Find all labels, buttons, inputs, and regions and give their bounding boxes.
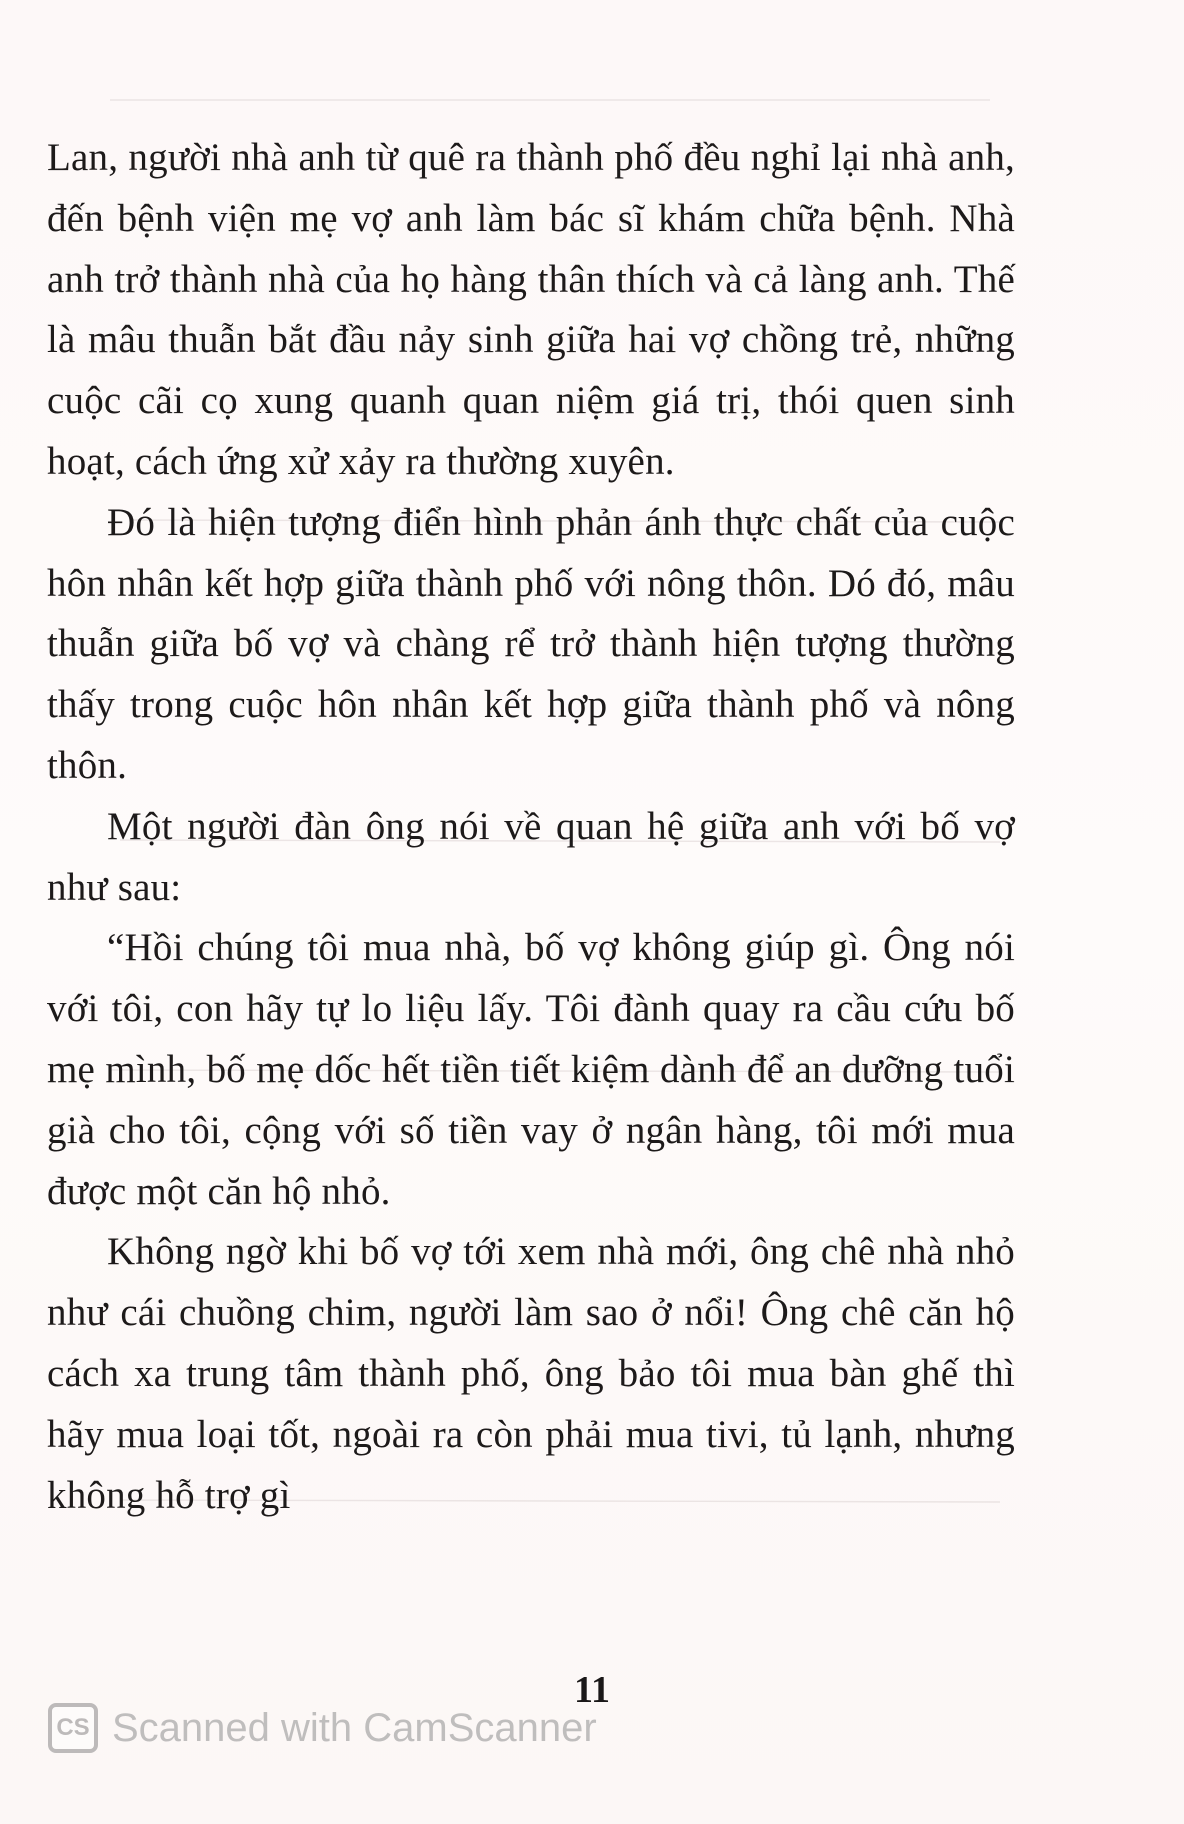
paragraph-4: “Hồi chúng tôi mua nhà, bố vợ không giúp gì. Ông nói với tôi, con hãy tự lo liệu lấy. Tôi đành quay ra cầu cứu bố mẹ mình, bố mẹ dốc hết tiền tiết kiệm dành để an dưỡng tuổi già cho tôi, cộng với số tiền vay ở ngân hàng, tôi mới mua được một căn hộ nhỏ. [47,926,1015,1213]
page-number: 11 [574,1669,610,1711]
paragraph-2: Đó là hiện tượng điển hình phản ánh thực chất của cuộc hôn nhân kết hợp giữa thành phố với nông thôn. Dó đó, mâu thuẫn giữa bố vợ và chàng rể trở thành hiện tượng thường thấy trong cuộc hôn nhân kết hợp giữa thành phố và nông thôn. [47,500,1015,787]
body-text [47,128,1015,1526]
paragraph-1: Lan, người nhà anh từ quê ra thành phố đều nghỉ lại nhà anh, đến bệnh viện mẹ vợ anh làm bác sĩ khám chữa bệnh. Nhà anh trở thành nhà của họ hàng thân thích và cả làng anh. Thế là mâu thuẫn bắt đầu nảy sinh giữa hai vợ chồng trẻ, những cuộc cãi cọ xung quanh quan niệm giá trị, thói quen sinh hoạt, cách ứng xử xảy ra thường xuyên. [47,136,1015,483]
paragraph-3: Một người đàn ông nói về quan hệ giữa anh với bố vợ như sau: [47,804,1015,909]
camscanner-logo-icon: CS [48,1703,98,1753]
paragraph-5: Không ngờ khi bố vợ tới xem nhà mới, ông chê nhà nhỏ như cái chuồng chim, người làm sao ở nổi! Ông chê căn hộ cách xa trung tâm thành phố, ông bảo tôi mua bàn ghế thì hãy mua loại tốt, ngoài ra còn phải mua tivi, tủ lạnh, nhưng không hỗ trợ gì [47,1230,1015,1517]
watermark-text: Scanned with CamScanner [112,1705,597,1750]
camscanner-watermark [48,1700,597,1756]
